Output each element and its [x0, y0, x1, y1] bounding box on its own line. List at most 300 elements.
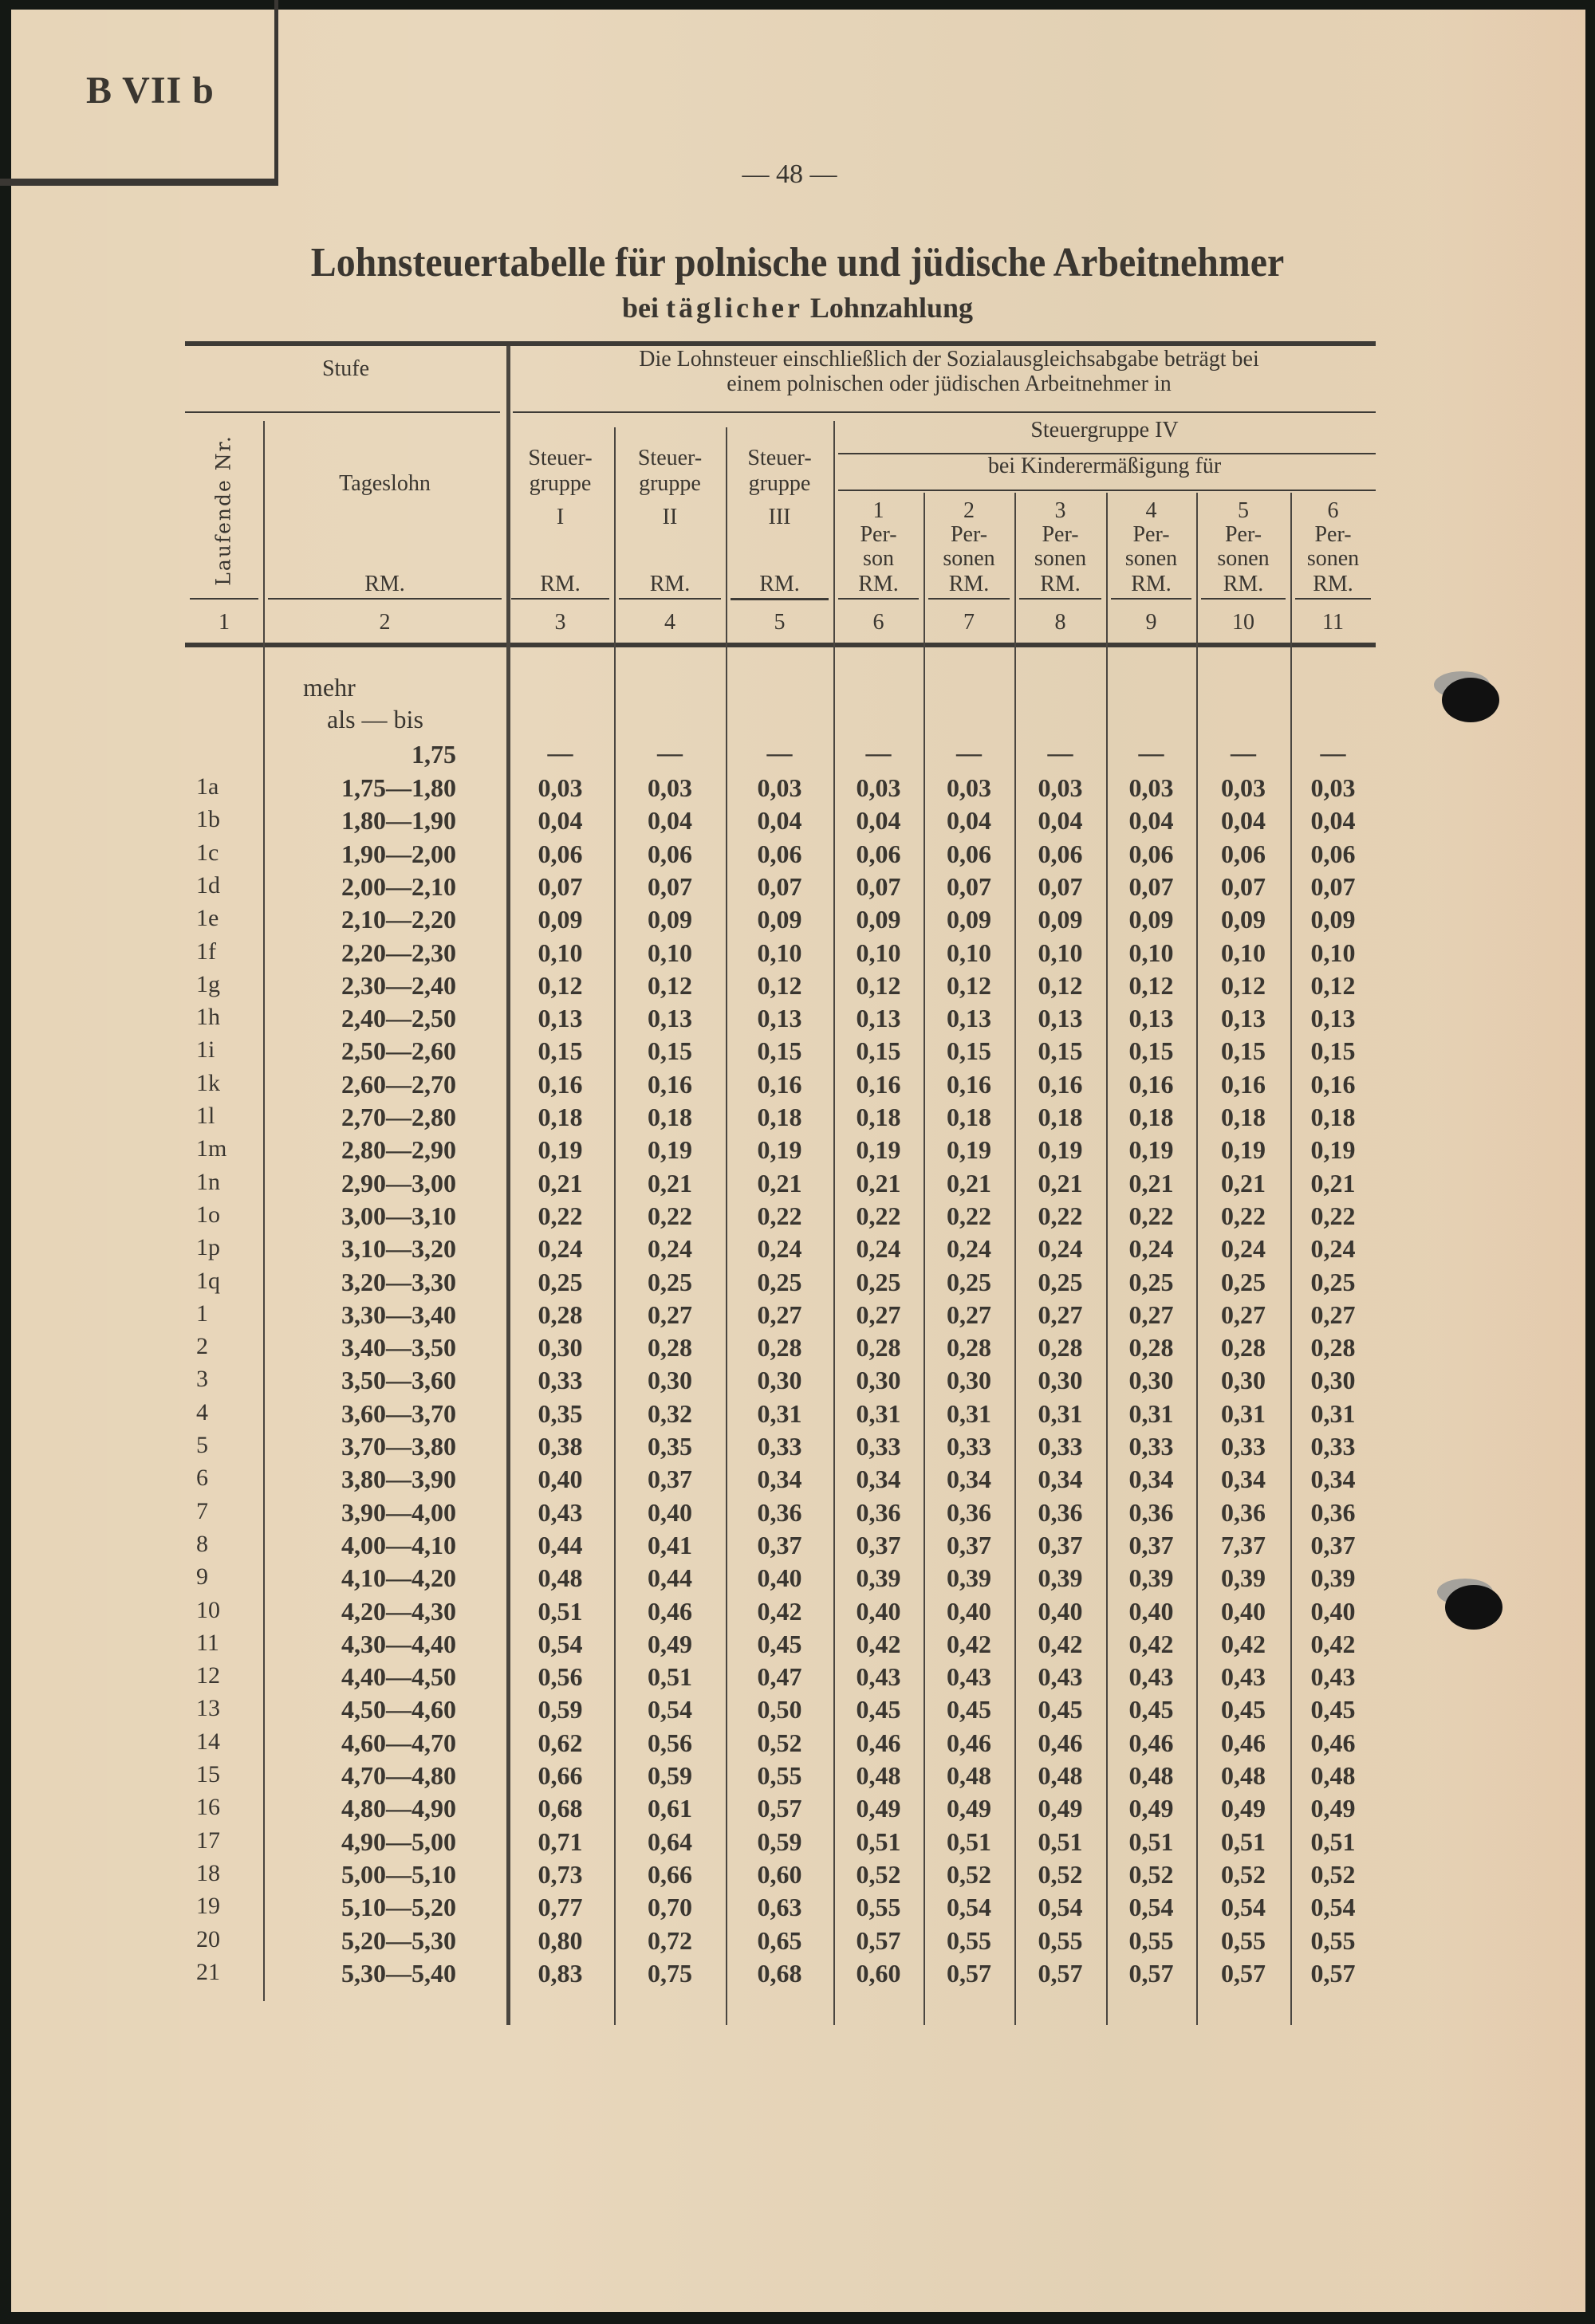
persons-label: Per- — [1224, 522, 1262, 547]
colnum-rule — [1201, 598, 1286, 600]
tax-value: 0,37 — [1128, 1530, 1174, 1559]
tax-value: 0,30 — [1128, 1366, 1174, 1395]
tax-value: 0,33 — [1038, 1432, 1083, 1461]
row-wage-range: 1,80—1,90 — [341, 806, 456, 836]
tax-value: 0,16 — [947, 1069, 991, 1099]
tax-value: 0,48 — [1128, 1761, 1174, 1790]
tax-value: 0,66 — [648, 1859, 692, 1889]
row-number: 1h — [196, 1004, 220, 1031]
column-number: 4 — [664, 610, 675, 635]
tax-value: 0,57 — [947, 1958, 991, 1988]
tax-value: 0,28 — [1221, 1333, 1266, 1363]
tax-value: 0,60 — [757, 1859, 802, 1889]
tax-value: 0,27 — [856, 1300, 901, 1329]
tax-value: 0,30 — [648, 1366, 692, 1395]
tax-value: 0,52 — [1038, 1859, 1083, 1889]
tax-value: 0,10 — [1038, 938, 1083, 967]
row-number: 17 — [196, 1827, 220, 1854]
row-number: 18 — [196, 1859, 220, 1886]
tax-value: 0,45 — [1038, 1695, 1083, 1724]
row-wage-range: 4,80—4,90 — [341, 1794, 456, 1823]
tax-value: 0,03 — [947, 773, 991, 802]
tax-value: 0,07 — [856, 871, 901, 901]
tax-value: 0,42 — [1310, 1629, 1356, 1658]
tax-value: 0,49 — [1310, 1794, 1356, 1823]
tax-value: 0,25 — [1038, 1267, 1083, 1296]
intro-line-1: Die Lohnsteuer einschließlich der Sozialausgleichsabgabe beträgt bei — [639, 347, 1259, 372]
tax-value: 0,54 — [1038, 1893, 1083, 1922]
tax-value: 0,18 — [538, 1103, 583, 1131]
tax-value: 0,43 — [1310, 1662, 1356, 1692]
tax-value: 0,04 — [1310, 806, 1356, 836]
tax-value: 0,09 — [1221, 905, 1266, 934]
tax-value: 0,30 — [1221, 1366, 1266, 1395]
tax-value: 0,73 — [538, 1859, 583, 1889]
empty-dash: — — [1231, 738, 1256, 767]
tax-value: 0,44 — [538, 1530, 583, 1559]
tax-value: 0,42 — [947, 1629, 991, 1658]
tax-value: 0,15 — [538, 1036, 583, 1066]
tax-value: 0,16 — [856, 1069, 901, 1099]
tax-value: 0,25 — [648, 1267, 692, 1296]
tax-value: 0,12 — [856, 970, 901, 1000]
tax-value: 0,25 — [1128, 1267, 1174, 1296]
tax-value: 0,30 — [947, 1366, 991, 1395]
row-wage-range: 2,30—2,40 — [341, 970, 456, 1000]
tax-value: 0,46 — [947, 1728, 991, 1757]
tax-value: 0,18 — [856, 1103, 901, 1131]
tax-value: 0,45 — [1310, 1695, 1356, 1724]
row-wage-range: 3,00—3,10 — [341, 1201, 456, 1230]
row-wage-range: 5,20—5,30 — [341, 1925, 456, 1955]
colnum-rule — [1295, 598, 1371, 600]
tax-value: 0,12 — [947, 970, 991, 1000]
tax-value: 0,03 — [1221, 773, 1266, 802]
tax-value: 0,31 — [856, 1398, 901, 1428]
tax-value: 0,28 — [757, 1333, 802, 1363]
tax-value: 0,07 — [1038, 871, 1083, 901]
tax-value: 0,47 — [757, 1662, 802, 1692]
tax-value: 0,48 — [1221, 1761, 1266, 1790]
persons-count: 3 — [1054, 498, 1066, 523]
row-wage-range: 2,50—2,60 — [341, 1036, 456, 1066]
tax-value: 0,39 — [1038, 1563, 1083, 1593]
persons-count: 6 — [1327, 498, 1339, 523]
tax-value: 0,04 — [1221, 806, 1266, 836]
tax-value: 0,25 — [1310, 1267, 1356, 1296]
tax-value: 0,12 — [538, 970, 583, 1000]
tax-value: 7,37 — [1221, 1530, 1266, 1559]
tax-value: 0,22 — [648, 1201, 692, 1230]
tax-value: 0,27 — [757, 1300, 802, 1329]
tax-value: 0,18 — [947, 1103, 991, 1131]
tax-value: 0,72 — [648, 1925, 692, 1955]
column-number: 7 — [963, 610, 975, 635]
page-title: Lohnsteuertabelle für polnische und jüdische Arbeitnehmer — [310, 240, 1285, 285]
currency-label: RM. — [364, 572, 405, 596]
tax-value: 0,51 — [538, 1596, 583, 1626]
tax-value: 0,68 — [538, 1794, 583, 1823]
tax-value: 0,28 — [856, 1333, 901, 1363]
tax-value: 0,37 — [1038, 1530, 1083, 1559]
tax-value: 0,40 — [1128, 1596, 1174, 1626]
tax-value: 0,46 — [1221, 1728, 1266, 1757]
tax-value: 0,40 — [757, 1563, 802, 1593]
section-label: B VII b — [86, 69, 215, 112]
tax-value: 0,39 — [947, 1563, 991, 1593]
column-number: 1 — [219, 610, 230, 635]
currency-label: RM. — [759, 572, 800, 596]
tax-value: 0,34 — [757, 1465, 802, 1494]
tax-value: 0,13 — [1038, 1004, 1083, 1033]
tax-value: 0,22 — [1038, 1201, 1083, 1230]
tax-value: 0,83 — [538, 1958, 583, 1988]
tax-value: 0,49 — [1038, 1794, 1083, 1823]
tax-value: 0,25 — [947, 1267, 991, 1296]
tax-value: 0,22 — [1310, 1201, 1356, 1230]
steuergruppe-label: Steuer- — [528, 446, 593, 470]
tax-value: 0,34 — [1038, 1465, 1083, 1494]
punch-hole — [1442, 678, 1499, 722]
empty-dash: — — [1047, 738, 1073, 767]
stufe-header: Stufe — [321, 356, 370, 381]
tax-value: 0,55 — [1038, 1925, 1083, 1955]
tax-value: 0,16 — [1128, 1069, 1174, 1099]
column-number: 5 — [774, 610, 786, 635]
tax-value: 0,55 — [947, 1925, 991, 1955]
currency-label: RM. — [649, 572, 691, 596]
tax-value: 0,57 — [1221, 1958, 1266, 1988]
tax-value: 0,43 — [947, 1662, 991, 1692]
tax-value: 0,36 — [1310, 1497, 1356, 1527]
tax-value: 0,19 — [1128, 1135, 1174, 1165]
tax-value: 0,15 — [1038, 1036, 1083, 1066]
tax-value: 0,45 — [757, 1629, 802, 1658]
steuergruppe-numeral: II — [662, 505, 678, 529]
tax-value: 0,15 — [1221, 1036, 1266, 1066]
row-wage-range: 5,30—5,40 — [341, 1958, 456, 1988]
tax-value: 0,35 — [648, 1432, 692, 1461]
persons-count: 2 — [963, 498, 975, 523]
empty-dash: — — [1138, 738, 1164, 767]
column-number: 3 — [554, 610, 566, 635]
subtitle-prefix: bei — [621, 292, 659, 324]
tax-value: 0,06 — [757, 839, 802, 868]
tax-value: 0,16 — [1310, 1069, 1356, 1099]
tax-value: 0,45 — [947, 1695, 991, 1724]
tax-value: 0,49 — [1221, 1794, 1266, 1823]
tax-value: 0,54 — [1128, 1893, 1174, 1922]
colnum-rule — [928, 598, 1010, 600]
row-wage-range: 2,00—2,10 — [341, 871, 456, 901]
tax-value: 0,36 — [1128, 1497, 1174, 1527]
empty-dash: — — [956, 738, 982, 767]
tax-value: 0,18 — [1038, 1103, 1083, 1131]
tax-value: 0,21 — [856, 1168, 901, 1197]
tax-value: 0,06 — [1221, 839, 1266, 868]
tax-value: 0,64 — [648, 1827, 692, 1856]
laufende-nr-header — [185, 415, 262, 606]
tax-value: 0,21 — [1128, 1168, 1174, 1197]
row-number: 1m — [196, 1135, 227, 1162]
tax-value: 0,55 — [757, 1761, 802, 1790]
persons-label: sonen — [1034, 546, 1087, 571]
tax-value: 0,18 — [1128, 1103, 1174, 1131]
tax-value: 0,07 — [947, 871, 991, 901]
row-number: 5 — [196, 1432, 208, 1458]
tax-value: 0,33 — [947, 1432, 991, 1461]
tax-value: 0,12 — [1038, 970, 1083, 1000]
tax-value: 0,03 — [1310, 773, 1356, 802]
tax-value: 0,52 — [947, 1859, 991, 1889]
steuergruppe-numeral: III — [768, 505, 791, 529]
row-wage-range: 4,60—4,70 — [341, 1728, 456, 1757]
row-wage-range: 4,90—5,00 — [341, 1827, 456, 1856]
tax-value: 0,30 — [538, 1333, 583, 1363]
tax-value: 0,09 — [1310, 905, 1356, 934]
tax-value: 0,42 — [856, 1629, 901, 1658]
tax-value: 0,15 — [648, 1036, 692, 1066]
tax-value: 0,57 — [1128, 1958, 1174, 1988]
tax-value: 0,25 — [1221, 1267, 1266, 1296]
tax-value: 0,10 — [538, 938, 583, 967]
row-wage-range: 5,00—5,10 — [341, 1859, 456, 1889]
tax-value: 0,10 — [648, 938, 692, 967]
tax-value: 0,33 — [1221, 1432, 1266, 1461]
steuergruppe-label: gruppe — [529, 471, 592, 496]
tax-value: 0,25 — [856, 1267, 901, 1296]
tax-value: 0,39 — [1221, 1563, 1266, 1593]
tax-value: 0,22 — [1128, 1201, 1174, 1230]
tax-value: 0,24 — [1038, 1234, 1083, 1264]
tax-value: 0,39 — [1310, 1563, 1356, 1593]
divider-laufende-tageslohn — [263, 421, 265, 2001]
row-wage-range: 3,10—3,20 — [341, 1234, 456, 1264]
tax-value: 0,19 — [538, 1135, 583, 1165]
tax-value: 0,60 — [856, 1958, 901, 1988]
subtitle-suffix: Lohnzahlung — [809, 292, 974, 324]
tax-value: 0,21 — [1310, 1168, 1356, 1197]
tax-value: 0,59 — [538, 1695, 583, 1724]
row-wage-range: 2,20—2,30 — [341, 938, 456, 967]
row-wage-range: 3,50—3,60 — [341, 1366, 456, 1395]
tax-value: 0,45 — [1128, 1695, 1174, 1724]
tax-value: 0,03 — [757, 773, 802, 802]
row-wage-range: 3,80—3,90 — [341, 1465, 456, 1494]
page-number: — 48 — — [742, 159, 837, 189]
row-number: 6 — [196, 1465, 208, 1492]
tax-value: 0,40 — [1310, 1596, 1356, 1626]
column-number: 6 — [872, 610, 884, 635]
tax-value: 0,52 — [1221, 1859, 1266, 1889]
row-wage-range: 2,40—2,50 — [341, 1004, 456, 1033]
tax-value: 0,54 — [538, 1629, 583, 1658]
row-wage-range: 1,75—1,80 — [341, 773, 456, 802]
row-number: 8 — [196, 1530, 208, 1557]
tax-value: 0,57 — [757, 1794, 802, 1823]
persons-label: Per- — [950, 522, 988, 547]
currency-label: RM. — [948, 572, 990, 596]
tax-value: 0,52 — [1310, 1859, 1356, 1889]
colnum-rule — [1019, 598, 1101, 600]
tax-value: 0,25 — [757, 1267, 802, 1296]
row-number: 10 — [196, 1596, 220, 1623]
tax-value: 0,55 — [1128, 1925, 1174, 1955]
steuergruppe-label: gruppe — [639, 471, 701, 496]
punch-hole — [1445, 1585, 1502, 1630]
tax-value: 0,07 — [1221, 871, 1266, 901]
tax-value: 0,13 — [538, 1004, 583, 1033]
persons-label: sonen — [1306, 546, 1360, 571]
intro-underline — [513, 411, 1376, 413]
tax-value: 0,07 — [1128, 871, 1174, 901]
tax-value: 0,28 — [1310, 1333, 1356, 1363]
tax-value: 0,24 — [1221, 1234, 1266, 1264]
table-top-rule — [185, 341, 1376, 346]
tax-value: 0,51 — [947, 1827, 991, 1856]
tax-value: 0,46 — [1038, 1728, 1083, 1757]
row-number: 1a — [196, 773, 219, 800]
tax-value: 0,61 — [648, 1794, 692, 1823]
tax-value: 0,36 — [856, 1497, 901, 1527]
tax-value: 0,19 — [757, 1135, 802, 1165]
row-number: 7 — [196, 1497, 208, 1524]
tax-value: 0,24 — [648, 1234, 692, 1264]
row-wage-range: 2,10—2,20 — [341, 905, 456, 934]
tax-value: 0,06 — [947, 839, 991, 868]
tax-value: 0,43 — [1038, 1662, 1083, 1692]
row-number: 1i — [196, 1036, 215, 1064]
tax-value: 0,36 — [1221, 1497, 1266, 1527]
row-wage-range: 4,20—4,30 — [341, 1596, 456, 1626]
tax-value: 0,80 — [538, 1925, 583, 1955]
tax-value: 0,66 — [538, 1761, 583, 1790]
tax-value: 0,16 — [648, 1069, 692, 1099]
persons-label: sonen — [943, 546, 995, 571]
tax-value: 0,15 — [947, 1036, 991, 1066]
tax-value: 0,37 — [947, 1530, 991, 1559]
tax-value: 0,27 — [1128, 1300, 1174, 1329]
tax-value: 0,54 — [648, 1695, 692, 1724]
tax-value: 0,52 — [856, 1859, 901, 1889]
row-number: 20 — [196, 1925, 220, 1952]
tax-value: 0,12 — [757, 970, 802, 1000]
tax-value: 0,27 — [947, 1300, 991, 1329]
tax-value: 0,19 — [1221, 1135, 1266, 1165]
column-number: 11 — [1322, 610, 1344, 635]
row-number: 12 — [196, 1662, 220, 1689]
tax-value: 0,37 — [757, 1530, 802, 1559]
tax-value: 0,42 — [1221, 1629, 1266, 1658]
row-number: 1f — [196, 938, 216, 965]
tax-value: 0,48 — [1038, 1761, 1083, 1790]
tax-value: 0,09 — [1128, 905, 1174, 934]
tax-value: 0,51 — [856, 1827, 901, 1856]
tax-value: 0,03 — [856, 773, 901, 802]
steuergruppe-label: Steuer- — [747, 446, 812, 470]
currency-label: RM. — [1223, 572, 1264, 596]
tax-value: 0,31 — [1038, 1398, 1083, 1428]
tax-value: 0,34 — [856, 1465, 901, 1494]
tax-value: 0,54 — [947, 1893, 991, 1922]
row-number: 1 — [196, 1300, 208, 1327]
column-number: 9 — [1145, 610, 1157, 635]
intro-line-2: einem polnischen oder jüdischen Arbeitnehmer in — [727, 372, 1172, 396]
tax-value: 0,16 — [1038, 1069, 1083, 1099]
tax-value: 0,48 — [1310, 1761, 1356, 1790]
tax-value: 0,21 — [648, 1168, 692, 1197]
currency-label: RM. — [1131, 572, 1172, 596]
persons-count: 1 — [872, 498, 884, 523]
row-number: 14 — [196, 1728, 220, 1755]
tax-value: 0,51 — [1128, 1827, 1174, 1856]
tax-value: 0,10 — [757, 938, 802, 967]
row-wage-range: 2,60—2,70 — [341, 1069, 456, 1099]
tax-value: 0,37 — [856, 1530, 901, 1559]
tax-value: 0,27 — [1310, 1300, 1356, 1329]
tax-value: 0,10 — [1221, 938, 1266, 967]
tax-value: 0,28 — [1038, 1333, 1083, 1363]
empty-dash: — — [865, 738, 892, 767]
row-number: 1n — [196, 1168, 220, 1195]
row-wage-range: 2,90—3,00 — [341, 1168, 456, 1197]
tax-value: 0,12 — [1221, 970, 1266, 1000]
tax-value: 0,57 — [856, 1925, 901, 1955]
tax-value: 0,06 — [1038, 839, 1083, 868]
tax-value: 0,03 — [1128, 773, 1174, 802]
tax-value: 0,34 — [1310, 1465, 1356, 1494]
tax-value: 0,24 — [1128, 1234, 1174, 1264]
tax-value: 0,48 — [947, 1761, 991, 1790]
tax-value: 0,36 — [1038, 1497, 1083, 1527]
tax-value: 0,16 — [538, 1069, 583, 1099]
tax-value: 0,04 — [947, 806, 991, 836]
tax-value: 0,51 — [1038, 1827, 1083, 1856]
persons-label: Per- — [1314, 522, 1352, 547]
tax-value: 0,19 — [856, 1135, 901, 1165]
tax-value: 0,13 — [856, 1004, 901, 1033]
wage-intro-mehr: mehr — [303, 673, 356, 702]
stufe-underline — [185, 411, 500, 413]
row-number: 1q — [196, 1267, 220, 1294]
empty-dash: — — [547, 738, 573, 767]
row-number: 15 — [196, 1761, 220, 1787]
tax-value: 0,54 — [1310, 1893, 1356, 1922]
tax-value: 0,65 — [757, 1925, 802, 1955]
tageslohn-header: Tageslohn — [339, 471, 431, 496]
persons-label: sonen — [1217, 546, 1270, 571]
tax-value: 0,06 — [1128, 839, 1174, 868]
row-wage-range: 2,80—2,90 — [341, 1135, 456, 1165]
tax-value: 0,10 — [947, 938, 991, 967]
kinder-header: bei Kinderermäßigung für — [987, 454, 1222, 478]
tax-value: 0,21 — [757, 1168, 802, 1197]
tax-value: 0,13 — [1310, 1004, 1356, 1033]
row-number: 1o — [196, 1201, 220, 1228]
colnum-rule — [838, 598, 919, 600]
tax-value: 0,06 — [538, 839, 583, 868]
tax-value: 0,07 — [648, 871, 692, 901]
tax-value: 0,40 — [1038, 1596, 1083, 1626]
tax-value: 0,22 — [947, 1201, 991, 1230]
tax-value: 0,27 — [1038, 1300, 1083, 1329]
colnum-rule — [511, 598, 609, 600]
row-wage-range: 3,40—3,50 — [341, 1333, 456, 1363]
tax-value: 0,39 — [856, 1563, 901, 1593]
colnum-rule — [1111, 598, 1191, 600]
tax-value: 0,55 — [856, 1893, 901, 1922]
tax-value: 0,36 — [947, 1497, 991, 1527]
